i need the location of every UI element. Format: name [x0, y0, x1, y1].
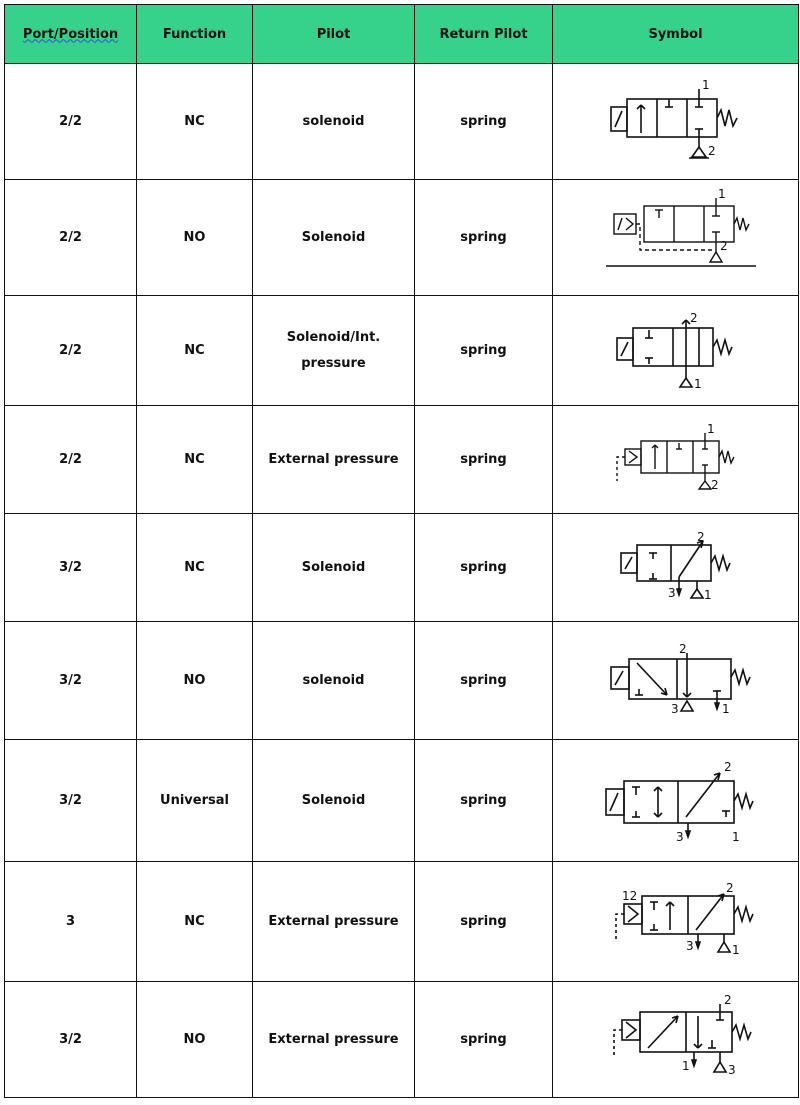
port-label: 2: [723, 992, 732, 1007]
table-row: [5, 64, 799, 180]
return-pilot-cell: spring: [415, 862, 553, 982]
port-label: 3: [685, 938, 694, 953]
port-cell: 3/2: [5, 740, 137, 862]
port-label: 3: [727, 1062, 736, 1077]
function-cell: NC: [137, 514, 253, 622]
symbol-cell: [553, 514, 799, 622]
header-return-pilot: Return Pilot: [415, 5, 553, 64]
return-pilot-cell: spring: [415, 622, 553, 740]
table-row: [5, 622, 799, 740]
header-pilot: Pilot: [253, 5, 415, 64]
port-label: 1: [701, 77, 710, 92]
port-label: 1: [721, 701, 730, 716]
port-label: 2: [707, 143, 716, 158]
valve-2-2-nc-solenoid-symbol-icon: [591, 77, 761, 167]
valve-2-2-no-solenoid-symbol-icon: [576, 188, 776, 288]
symbol-cell: [553, 862, 799, 982]
return-pilot-cell: spring: [415, 64, 553, 180]
port-label: 3: [670, 701, 679, 716]
port-cell: 2/2: [5, 406, 137, 514]
port-label: 2: [719, 238, 728, 253]
function-cell: Universal: [137, 740, 253, 862]
port-label: 2: [725, 880, 734, 895]
port-label: 1: [731, 829, 740, 844]
port-label: 2: [689, 310, 698, 325]
function-cell: NO: [137, 622, 253, 740]
symbol-cell: [553, 180, 799, 296]
port-label: 3: [667, 585, 676, 600]
symbol-cell: [553, 740, 799, 862]
return-pilot-cell: spring: [415, 180, 553, 296]
port-label: 1: [706, 421, 715, 436]
pilot-cell: Solenoid: [253, 740, 415, 862]
pilot-cell: Solenoid: [253, 180, 415, 296]
port-cell: 2/2: [5, 180, 137, 296]
pilot-cell: External pressure: [253, 862, 415, 982]
table-row: [5, 406, 799, 514]
return-pilot-cell: spring: [415, 406, 553, 514]
function-cell: NC: [137, 862, 253, 982]
function-cell: NC: [137, 296, 253, 406]
pilot-cell: External pressure: [253, 406, 415, 514]
pilot-cell: solenoid: [253, 622, 415, 740]
table-row: [5, 180, 799, 296]
port-label: 1: [703, 587, 712, 602]
function-cell: NC: [137, 64, 253, 180]
header-port-label: Port/Position: [22, 26, 119, 42]
valve-3-2-nc-solenoid-symbol-icon: [591, 523, 761, 613]
return-pilot-cell: spring: [415, 740, 553, 862]
port-label: 1: [693, 376, 702, 391]
pilot-cell: External pressure: [253, 982, 415, 1098]
port-label: 2: [678, 641, 687, 656]
header-symbol: Symbol: [553, 5, 799, 64]
port-cell: 3: [5, 862, 137, 982]
pilot-cell: Solenoid: [253, 514, 415, 622]
pilot-cell: Solenoid/Int. pressure: [253, 296, 415, 406]
port-cell: 2/2: [5, 64, 137, 180]
table-row: [5, 740, 799, 862]
port-label: 1: [731, 942, 740, 957]
valve-function-table: [4, 4, 799, 1098]
header-function: Function: [137, 5, 253, 64]
port-label: 2: [696, 529, 705, 544]
header-port-position: [5, 5, 137, 64]
port-cell: 3/2: [5, 982, 137, 1098]
port-label: 12: [621, 888, 637, 903]
port-label: 3: [675, 829, 684, 844]
symbol-cell: [553, 622, 799, 740]
symbol-cell: [553, 982, 799, 1098]
table-row: [5, 296, 799, 406]
port-label: 2: [710, 477, 719, 492]
return-pilot-cell: spring: [415, 296, 553, 406]
port-cell: 3/2: [5, 622, 137, 740]
valve-2-2-nc-internal-pilot-symbol-icon: [591, 306, 761, 396]
pilot-cell: solenoid: [253, 64, 415, 180]
table-row: [5, 514, 799, 622]
valve-3-2-nc-external-pilot-symbol-icon: [586, 872, 766, 972]
symbol-cell: [553, 296, 799, 406]
function-cell: NO: [137, 982, 253, 1098]
header-row: [5, 5, 799, 64]
port-label: 2: [723, 759, 732, 774]
valve-3-2-no-solenoid-symbol-icon: [591, 631, 761, 731]
valve-2-2-nc-external-pilot-symbol-icon: [591, 415, 761, 505]
valve-3-2-no-external-pilot-symbol-icon: [586, 990, 766, 1090]
table-row: [5, 982, 799, 1098]
port-cell: 3/2: [5, 514, 137, 622]
port-label: 1: [717, 187, 726, 201]
symbol-cell: [553, 406, 799, 514]
return-pilot-cell: spring: [415, 514, 553, 622]
function-cell: NC: [137, 406, 253, 514]
port-cell: 2/2: [5, 296, 137, 406]
return-pilot-cell: spring: [415, 982, 553, 1098]
symbol-cell: [553, 64, 799, 180]
port-label: 1: [681, 1058, 690, 1073]
function-cell: NO: [137, 180, 253, 296]
table-row: [5, 862, 799, 982]
valve-3-2-universal-solenoid-symbol-icon: [586, 751, 766, 851]
